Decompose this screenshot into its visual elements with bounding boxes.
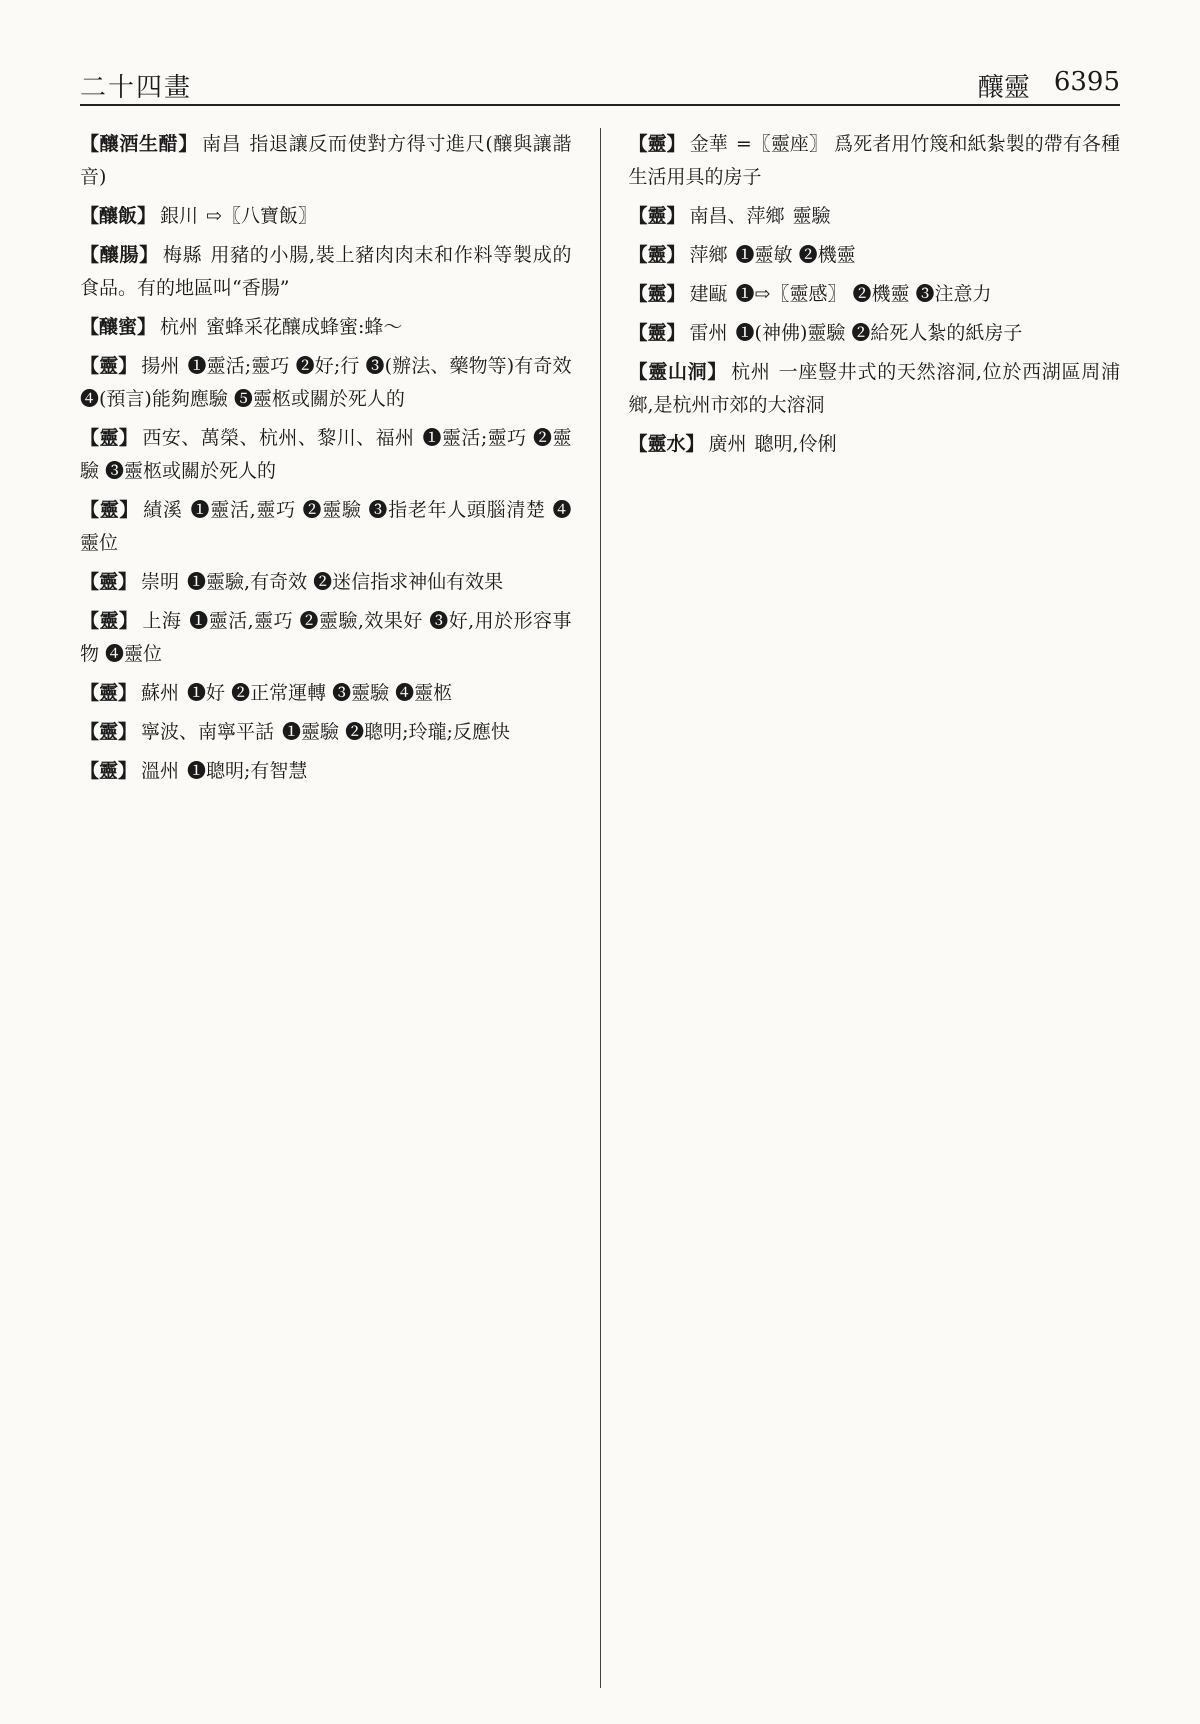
entry-headword: 【靈水】 — [628, 433, 705, 455]
dictionary-entry — [80, 239, 572, 305]
header-page-number: 6395 — [1053, 67, 1120, 97]
entry-place: 梅縣 — [162, 244, 203, 266]
dictionary-entry — [80, 128, 572, 194]
dictionary-entry — [80, 716, 572, 749]
entry-place: 雷州 — [689, 322, 728, 344]
entry-headword: 【靈】 — [80, 499, 140, 521]
entry-headword: 【靈】 — [628, 283, 686, 305]
entry-place: 西安、萬榮、杭州、黎川、福州 — [142, 427, 415, 449]
entry-headword: 【靈】 — [628, 205, 686, 227]
entry-headword: 【釀酒生醋】 — [80, 133, 199, 155]
entry-gloss: 指退讓反而使對方得寸進尺(釀與讓諧音) — [80, 133, 572, 188]
entry-gloss: 用豬的小腸,裝上豬肉肉末和作料等製成的食品。有的地區叫“香腸” — [80, 244, 572, 299]
left-column — [80, 128, 572, 1688]
dictionary-entry — [80, 677, 572, 710]
entry-headword: 【靈】 — [80, 682, 138, 704]
header-right — [978, 67, 1120, 104]
dictionary-entry — [80, 566, 572, 599]
entry-headword: 【靈】 — [628, 133, 686, 155]
entry-headword: 【靈山洞】 — [628, 361, 728, 383]
entry-gloss: ❶靈活;靈巧 ❷好;行 ❸(辦法、藥物等)有奇效 ❹(預言)能夠應驗 ❺靈柩或關於死人的 — [80, 355, 572, 410]
entry-headword: 【靈】 — [628, 322, 686, 344]
entry-gloss: 蜜蜂采花釀成蜂蜜:蜂～ — [206, 316, 403, 338]
entry-headword: 【釀飯】 — [80, 205, 157, 227]
entry-headword: 【靈】 — [80, 427, 139, 449]
entry-headword: 【釀腸】 — [80, 244, 159, 266]
entry-headword: 【靈】 — [80, 760, 138, 782]
dictionary-entry — [629, 278, 1121, 311]
entry-gloss: ❶靈活;靈巧 ❷靈驗 ❸靈柩或關於死人的 — [80, 427, 572, 482]
entry-gloss: ❶聰明;有智慧 — [187, 760, 308, 782]
right-column — [629, 128, 1121, 1688]
header-section-label: 二十四畫 — [80, 73, 193, 103]
entry-place: 溫州 — [141, 760, 180, 782]
entry-place: 杭州 — [731, 361, 771, 383]
entry-gloss: 靈驗 — [792, 205, 831, 227]
dictionary-entry — [629, 128, 1121, 194]
running-header — [80, 56, 1120, 106]
dictionary-entry — [80, 422, 572, 488]
dictionary-entry — [80, 200, 572, 233]
entry-place: 揚州 — [141, 355, 180, 377]
entry-columns — [80, 128, 1120, 1688]
dictionary-entry — [629, 200, 1121, 233]
entry-gloss: ❶靈活,靈巧 ❷靈驗,效果好 ❸好,用於形容事物 ❹靈位 — [80, 610, 572, 665]
header-title: 釀靈 — [977, 73, 1030, 103]
entry-gloss: ❶好 ❷正常運轉 ❸靈驗 ❹靈柩 — [187, 682, 453, 704]
entry-gloss: ❶靈驗,有奇效 ❷迷信指求神仙有效果 — [187, 571, 504, 593]
dictionary-entry — [80, 311, 572, 344]
column-divider — [600, 128, 601, 1688]
entry-gloss: 一座豎井式的天然溶洞,位於西湖區周浦鄉,是杭州市郊的大溶洞 — [628, 361, 1120, 416]
entry-gloss: ⇨〖八寶飯〗 — [206, 205, 317, 227]
entry-headword: 【釀蜜】 — [80, 316, 157, 338]
entry-place: 崇明 — [141, 571, 180, 593]
entry-headword: 【靈】 — [80, 721, 138, 743]
dictionary-entry — [80, 755, 572, 788]
entry-place: 銀川 — [160, 205, 199, 227]
entry-headword: 【靈】 — [80, 571, 138, 593]
entry-place: 金華 — [689, 133, 728, 155]
entry-headword: 【靈】 — [628, 244, 686, 266]
entry-place: 上海 — [142, 610, 182, 632]
entry-place: 蘇州 — [141, 682, 180, 704]
entry-place: 杭州 — [160, 316, 199, 338]
dictionary-entry — [80, 350, 572, 416]
entry-headword: 【靈】 — [80, 610, 139, 632]
entry-gloss: ❶(神佛)靈驗 ❷給死人紮的紙房子 — [735, 322, 1023, 344]
entry-gloss: 聰明,伶俐 — [754, 433, 837, 455]
entry-place: 績溪 — [143, 499, 183, 521]
entry-place: 萍鄉 — [689, 244, 728, 266]
entry-place: 寧波、南寧平話 — [141, 721, 275, 743]
entry-place: 南昌、萍鄉 — [689, 205, 785, 227]
entry-gloss: ❶靈活,靈巧 ❷靈驗 ❸指老年人頭腦清楚 ❹靈位 — [80, 499, 572, 554]
entry-gloss: ❶靈敏 ❷機靈 — [735, 244, 856, 266]
entry-headword: 【靈】 — [80, 355, 138, 377]
dictionary-entry — [629, 239, 1121, 272]
dictionary-entry — [629, 317, 1121, 350]
dictionary-entry — [80, 605, 572, 671]
entry-gloss: ❶⇨〖靈感〗 ❷機靈 ❸注意力 — [735, 283, 992, 305]
entry-place: 南昌 — [202, 133, 242, 155]
entry-gloss: =〖靈座〗 爲死者用竹篾和紙紮製的帶有各種生活用具的房子 — [628, 133, 1120, 188]
dictionary-entry — [629, 428, 1121, 461]
entry-place: 建甌 — [689, 283, 728, 305]
dictionary-entry — [629, 356, 1121, 422]
dictionary-entry — [80, 494, 572, 560]
entry-gloss: ❶靈驗 ❷聰明;玲瓏;反應快 — [282, 721, 510, 743]
entry-place: 廣州 — [708, 433, 747, 455]
